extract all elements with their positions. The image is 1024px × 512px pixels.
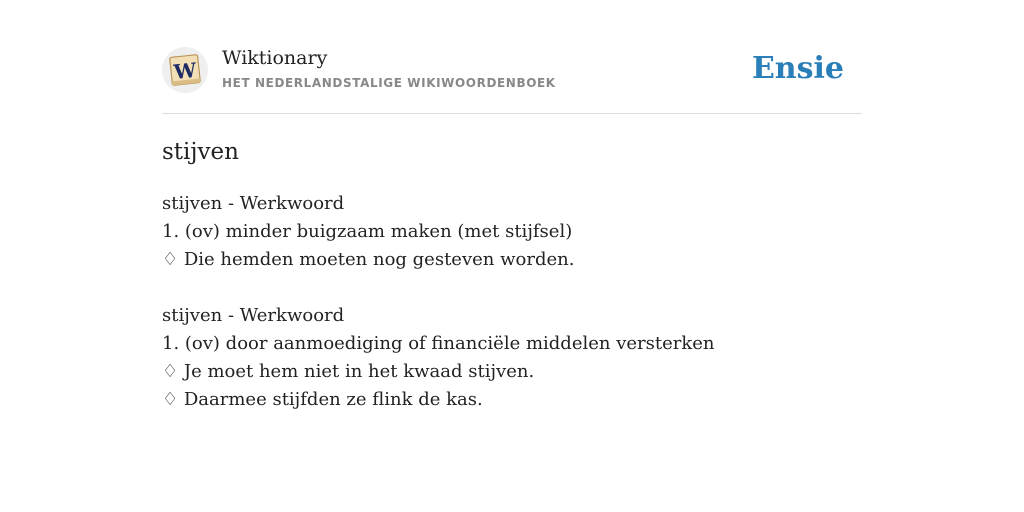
page-title: stijven [162, 139, 239, 165]
entry-example: ♢ Die hemden moeten nog gesteven worden. [162, 249, 575, 270]
entry [162, 190, 862, 274]
logo-letter: W [172, 57, 198, 85]
entries-list [162, 190, 862, 442]
entry [162, 302, 862, 414]
entry-heading: stijven - Werkwoord [162, 305, 345, 326]
entry-example: ♢ Je moet hem niet in het kwaad stijven. [162, 361, 535, 382]
site-header [162, 44, 862, 114]
entry-definition: 1. (ov) minder buigzaam maken (met stijfsel) [162, 221, 573, 242]
brand-subtitle: HET NEDERLANDSTALIGE WIKIWOORDENBOEK [222, 76, 556, 90]
brand-title[interactable]: Wiktionary [222, 47, 328, 69]
entry-definition: 1. (ov) door aanmoediging of financiële middelen versterken [162, 333, 715, 354]
ensie-logo-link[interactable]: Ensie [751, 51, 844, 86]
entry-heading: stijven - Werkwoord [162, 193, 345, 214]
wiktionary-logo-icon[interactable] [162, 47, 208, 93]
entry-example: ♢ Daarmee stijfden ze flink de kas. [162, 389, 483, 410]
